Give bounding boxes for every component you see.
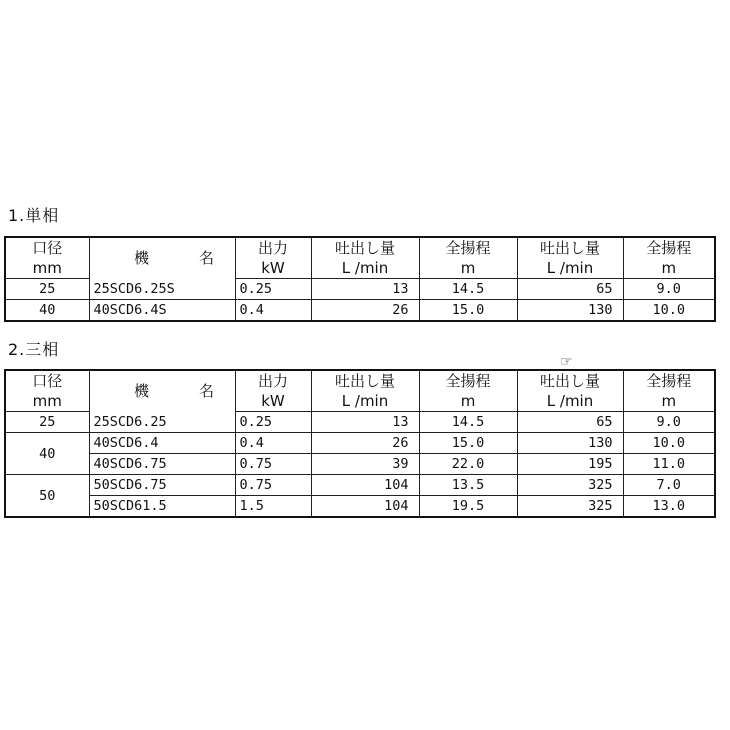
header-model: [89, 237, 235, 279]
table-row: [5, 433, 715, 454]
unit-head1: m: [419, 391, 517, 412]
cell-output: 0.25: [235, 279, 311, 300]
table-row: [5, 300, 715, 322]
header-output: 出力: [235, 237, 311, 258]
unit-head2: m: [623, 391, 715, 412]
unit-flow2: L /min: [517, 391, 623, 412]
cell-head1: 15.0: [419, 433, 517, 454]
unit-bore: mm: [5, 391, 89, 412]
cell-head2: 10.0: [623, 300, 715, 322]
cell-model: 50SCD61.5: [89, 496, 235, 518]
header-flow2: 吐出し量: [517, 237, 623, 258]
cell-head1: 14.5: [419, 279, 517, 300]
unit-flow1: L /min: [311, 258, 419, 279]
cell-bore: 40: [5, 433, 89, 475]
unit-head2: m: [623, 258, 715, 279]
single-phase-table: [4, 236, 716, 322]
header-model-a: 機: [133, 249, 149, 268]
header-head1: 全揚程: [419, 237, 517, 258]
cell-output: 0.75: [235, 454, 311, 475]
cell-output: 0.4: [235, 433, 311, 454]
cell-output: 1.5: [235, 496, 311, 518]
cell-model: 25SCD6.25S: [89, 279, 235, 300]
cell-model: 40SCD6.4: [89, 433, 235, 454]
cell-model: 25SCD6.25: [89, 412, 235, 433]
section-title-single-phase: 1.単相: [8, 206, 60, 225]
hand-pointer-icon: ☞: [560, 354, 573, 370]
header-bore: 口径: [5, 237, 89, 258]
cell-model: 40SCD6.75: [89, 454, 235, 475]
header-bore: 口径: [5, 370, 89, 391]
cell-flow1: 104: [311, 496, 419, 518]
cell-bore: 25: [5, 279, 89, 300]
cell-head2: 11.0: [623, 454, 715, 475]
cell-flow2: 325: [517, 475, 623, 496]
cell-flow2: 130: [517, 433, 623, 454]
cell-flow1: 26: [311, 433, 419, 454]
header-head2: 全揚程: [623, 237, 715, 258]
cell-flow1: 26: [311, 300, 419, 322]
cell-model: 50SCD6.75: [89, 475, 235, 496]
unit-output: kW: [235, 391, 311, 412]
cell-flow1: 13: [311, 412, 419, 433]
table-row: [5, 412, 715, 433]
cell-flow2: 65: [517, 412, 623, 433]
cell-head1: 15.0: [419, 300, 517, 322]
cell-output: 0.75: [235, 475, 311, 496]
header-head1: 全揚程: [419, 370, 517, 391]
header-model-b: 名: [199, 382, 215, 401]
cell-bore: 40: [5, 300, 89, 322]
cell-head1: 13.5: [419, 475, 517, 496]
header-flow2: 吐出し量: [517, 370, 623, 391]
header-output: 出力: [235, 370, 311, 391]
cell-model: 40SCD6.4S: [89, 300, 235, 322]
table-row: [5, 475, 715, 496]
cell-flow2: 195: [517, 454, 623, 475]
section-title-three-phase: 2.三相: [8, 340, 60, 359]
cell-head2: 9.0: [623, 279, 715, 300]
cell-head1: 19.5: [419, 496, 517, 518]
cell-flow2: 325: [517, 496, 623, 518]
header-model-a: 機: [133, 382, 149, 401]
unit-head1: m: [419, 258, 517, 279]
cell-output: 0.4: [235, 300, 311, 322]
header-model-b: 名: [199, 249, 215, 268]
table-header-row: [5, 370, 715, 391]
unit-flow2: L /min: [517, 258, 623, 279]
cell-flow1: 13: [311, 279, 419, 300]
cell-bore: 25: [5, 412, 89, 433]
cell-flow2: 130: [517, 300, 623, 322]
unit-output: kW: [235, 258, 311, 279]
cell-flow1: 104: [311, 475, 419, 496]
table-row: [5, 454, 715, 475]
three-phase-table: [4, 369, 716, 518]
table-header-row: [5, 237, 715, 258]
header-flow1: 吐出し量: [311, 370, 419, 391]
cell-head2: 7.0: [623, 475, 715, 496]
table-row: [5, 496, 715, 518]
unit-flow1: L /min: [311, 391, 419, 412]
table-row: [5, 279, 715, 300]
cell-output: 0.25: [235, 412, 311, 433]
header-model: [89, 370, 235, 412]
cell-head2: 10.0: [623, 433, 715, 454]
cell-flow1: 39: [311, 454, 419, 475]
cell-head1: 14.5: [419, 412, 517, 433]
header-flow1: 吐出し量: [311, 237, 419, 258]
cell-flow2: 65: [517, 279, 623, 300]
cell-head2: 13.0: [623, 496, 715, 518]
unit-bore: mm: [5, 258, 89, 279]
cell-head2: 9.0: [623, 412, 715, 433]
cell-bore: 50: [5, 475, 89, 518]
cell-head1: 22.0: [419, 454, 517, 475]
header-head2: 全揚程: [623, 370, 715, 391]
